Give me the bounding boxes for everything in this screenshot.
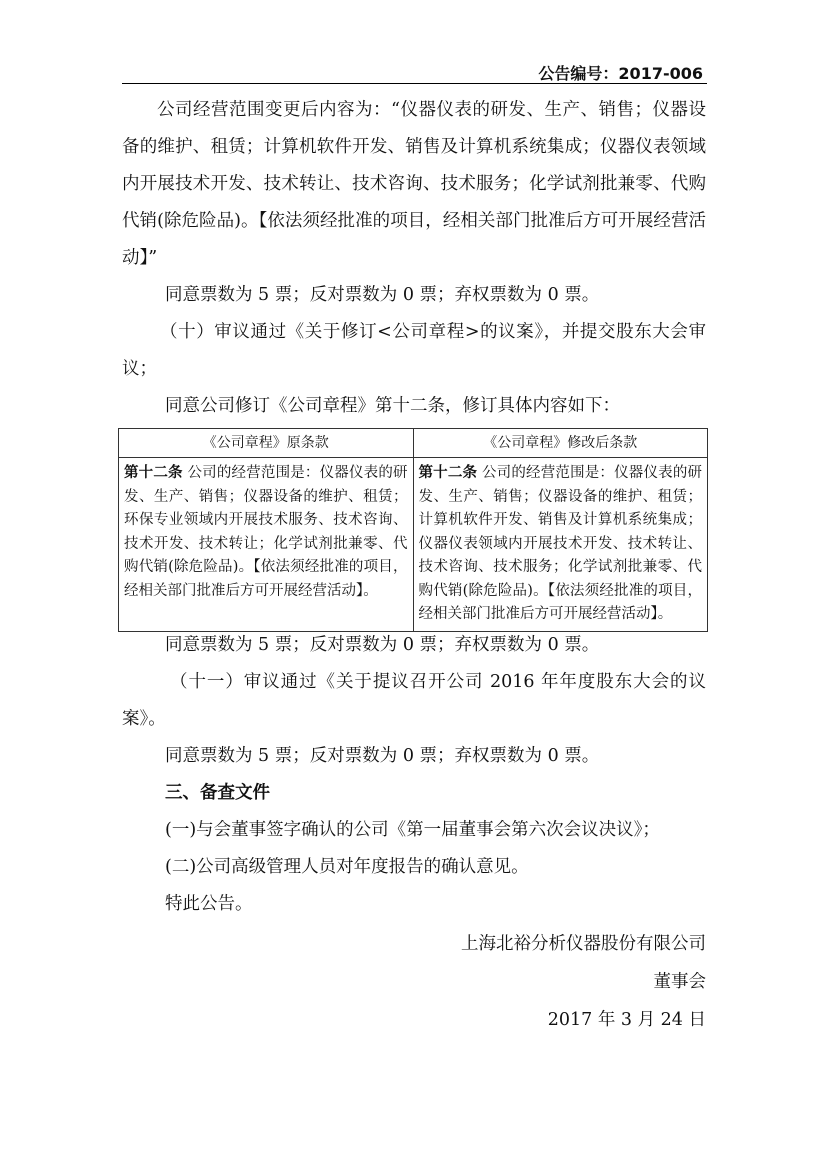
closing-statement: 特此公告。 bbox=[165, 893, 253, 914]
vote-result-2: 同意票数为 5 票；反对票数为 0 票；弃权票数为 0 票。 bbox=[165, 634, 600, 655]
col-revised-header: 《公司章程》修改后条款 bbox=[413, 429, 708, 458]
reference-doc-1: (一)与会董事签字确认的公司《第一届董事会第六次会议决议》； bbox=[165, 819, 660, 840]
document-body bbox=[122, 92, 706, 1039]
resolution-item-10: （十）审议通过《关于修订<公司章程>的议案》，并提交股东大会审议； bbox=[122, 322, 706, 379]
col-original-header: 《公司章程》原条款 bbox=[119, 429, 414, 458]
notice-number: 公告编号：2017-006 bbox=[538, 64, 703, 83]
table-row bbox=[119, 458, 708, 632]
original-article-label: 第十二条 bbox=[124, 465, 183, 481]
revised-article-cell bbox=[413, 458, 708, 632]
notice-date: 2017 年 3 月 24 日 bbox=[547, 1009, 706, 1030]
vote-result-3: 同意票数为 5 票；反对票数为 0 票；弃权票数为 0 票。 bbox=[165, 745, 600, 766]
reference-doc-2: (二)公司高级管理人员对年度报告的确认意见。 bbox=[165, 856, 529, 877]
original-article-text: 公司的经营范围是：仪器仪表的研发、生产、销售；仪器设备的维护、租赁；环保专业领域内开展技术服务、技术咨询、技术开发、技术转让；化学试剂批兼零、代购代销(除危险品)。【依法须经批准的项目，经相关部门批准后方可开展经营活动】。 bbox=[124, 465, 408, 599]
vote-result-1: 同意票数为 5 票；反对票数为 0 票；弃权票数为 0 票。 bbox=[165, 285, 600, 305]
header-rule bbox=[122, 83, 707, 84]
resolution-item-11: （十一）审议通过《关于提议召开公司 2016 年年度股东大会的议案》。 bbox=[122, 671, 706, 729]
revised-article-label: 第十二条 bbox=[418, 465, 478, 481]
company-name: 上海北裕分析仪器股份有限公司 bbox=[461, 933, 706, 954]
business-scope-paragraph: 公司经营范围变更后内容为：“仪器仪表的研发、生产、销售；仪器设备的维护、租赁；计算机软件开发、销售及计算机系统集成；仪器仪表领域内开展技术开发、技术转让、技术咨询、技术服务；化学试剂批兼零、代购代销(除危险品)。【依法须经批准的项目，经相关部门批准后方可开展经营活动】” bbox=[122, 100, 706, 268]
revision-intro: 同意公司修订《公司章程》第十二条，修订具体内容如下： bbox=[165, 396, 620, 416]
board-of-directors: 董事会 bbox=[653, 971, 706, 992]
table-header-row bbox=[119, 429, 708, 458]
original-article-cell bbox=[119, 458, 414, 632]
articles-comparison-table bbox=[118, 428, 708, 632]
revised-article-text: 公司的经营范围是：仪器仪表的研发、生产、销售；仪器设备的维护、租赁；计算机软件开发、销售及计算机系统集成；仪器仪表领域内开展技术开发、技术转让、技术咨询、技术服务；化学试剂批兼零、代购代销(除危险品)。【依法须经批准的项目，经相关部门批准后方可开展经营活动】。 bbox=[418, 465, 703, 622]
section-reference-documents: 三、备查文件 bbox=[165, 782, 270, 803]
